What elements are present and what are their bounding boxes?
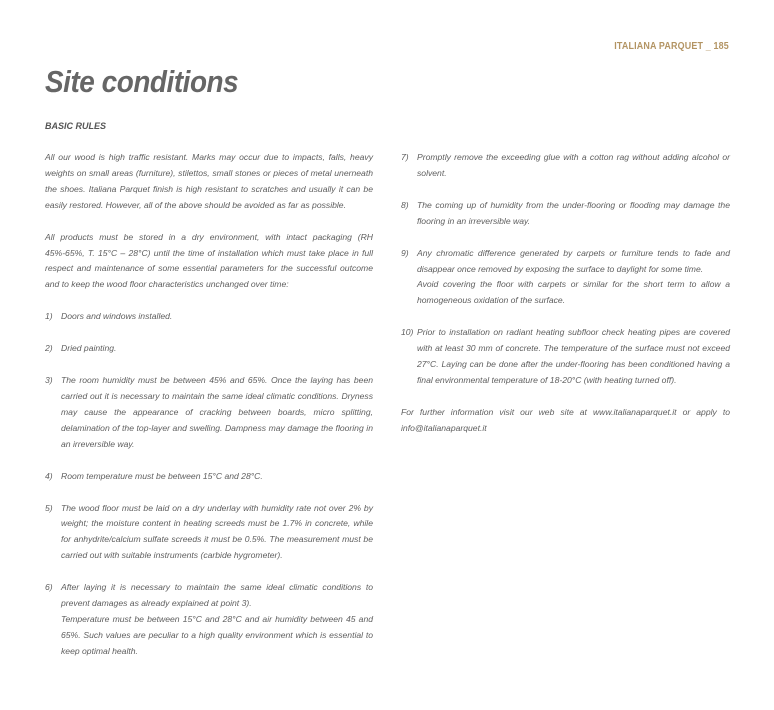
rule-text: Room temperature must be between 15°C and 28°C. bbox=[61, 470, 263, 481]
left-column bbox=[45, 150, 373, 676]
rule-text: Avoid covering the floor with carpets or similar for the short term to allow a homogeneous oxidation of the surface. bbox=[417, 279, 730, 306]
rule-item bbox=[45, 373, 373, 453]
rule-number: 8) bbox=[401, 199, 409, 210]
rule-item bbox=[45, 469, 373, 485]
contact-note: For further information visit our web site at www.italianaparquet.it or apply to info@italianaparquet.it bbox=[401, 406, 730, 433]
rule-item bbox=[401, 150, 730, 182]
section-heading: BASIC RULES bbox=[45, 121, 107, 131]
rule-text: The wood floor must be laid on a dry underlay with humidity rate not over 2% by weight; the moisture content in heating screeds must be 1.7% in concrete, while for anhydrite/calcium sulfate screeds it must be 0.5%. The measurement must be carried out with suitable instruments (carbide hygrometer). bbox=[61, 502, 373, 561]
rule-text: Promptly remove the exceeding glue with a cotton rag without adding alcohol or solvent. bbox=[417, 152, 730, 178]
page-title: Site conditions bbox=[45, 64, 239, 99]
rule-item bbox=[45, 501, 373, 565]
rule-text: Dried painting. bbox=[61, 343, 117, 354]
rule-number: 5) bbox=[45, 502, 53, 513]
rule-number: 2) bbox=[45, 343, 53, 354]
right-column bbox=[401, 150, 730, 453]
rule-item bbox=[401, 246, 730, 310]
rule-text: After laying it is necessary to maintain the same ideal climatic conditions to prevent damages as already explained at point 3). bbox=[61, 582, 373, 609]
intro-paragraph: All products must be stored in a dry environment, with intact packaging (RH 45%-65%, T. 15°C – 28°C) until the time of installation which must take place in full respect and maintenance of some essential parameters for the successful outcome and to keep the wood floor characteristics unchanged over time: bbox=[45, 231, 373, 290]
rule-item bbox=[401, 325, 730, 389]
rule-text: The room humidity must be between 45% and 65%. Once the laying has been carried out it is necessary to maintain the same ideal climatic conditions. Dryness may cause the appearance of cracking between boards, micro splitting, delamination of the top-layer and swelling. Dampness may damage the flooring in an irreversible way. bbox=[61, 375, 373, 449]
rule-item bbox=[401, 198, 730, 230]
rule-item bbox=[45, 580, 373, 660]
intro-paragraph: All our wood is high traffic resistant. Marks may occur due to impacts, falls, heavy weights on small areas (furniture), stilettos, small stones or pieces of metal unerneath the shoes. Italiana Parquet finish is high resistant to scratches and usually it can be easily restored. However, all of the above should be avoided as far as possible. bbox=[45, 152, 373, 210]
rule-text: Prior to installation on radiant heating subfloor check heating pipes are covered with at least 30 mm of concrete. The temperature of the surface must not exceed 27°C. Laying can be done after the under-flooring has been conditioned having a final environmental temperature of 18-20°C (with heating turned off). bbox=[417, 327, 730, 385]
rule-number: 7) bbox=[401, 152, 409, 162]
rule-text: Temperature must be between 15°C and 28°C and air humidity between 45 and 65%. Such values are peculiar to a high quality environment which is essential to keep optimal health. bbox=[61, 613, 373, 656]
rule-number: 4) bbox=[45, 470, 53, 481]
running-header: ITALIANA PARQUET _ 185 bbox=[614, 40, 729, 52]
rule-text: The coming up of humidity from the under-flooring or flooding may damage the flooring in an irreversible way. bbox=[417, 199, 730, 226]
rule-number: 6) bbox=[45, 582, 53, 593]
rule-item bbox=[45, 341, 373, 357]
rule-number: 3) bbox=[45, 375, 53, 386]
rule-number: 10) bbox=[401, 327, 414, 338]
rule-number: 9) bbox=[401, 247, 409, 258]
rule-number: 1) bbox=[45, 311, 53, 322]
rule-text: Any chromatic difference generated by carpets or furniture tends to fade and disappear once removed by exposing the surface to daylight for some time. bbox=[417, 247, 730, 274]
rule-text: Doors and windows installed. bbox=[61, 311, 173, 322]
rule-item bbox=[45, 309, 373, 325]
